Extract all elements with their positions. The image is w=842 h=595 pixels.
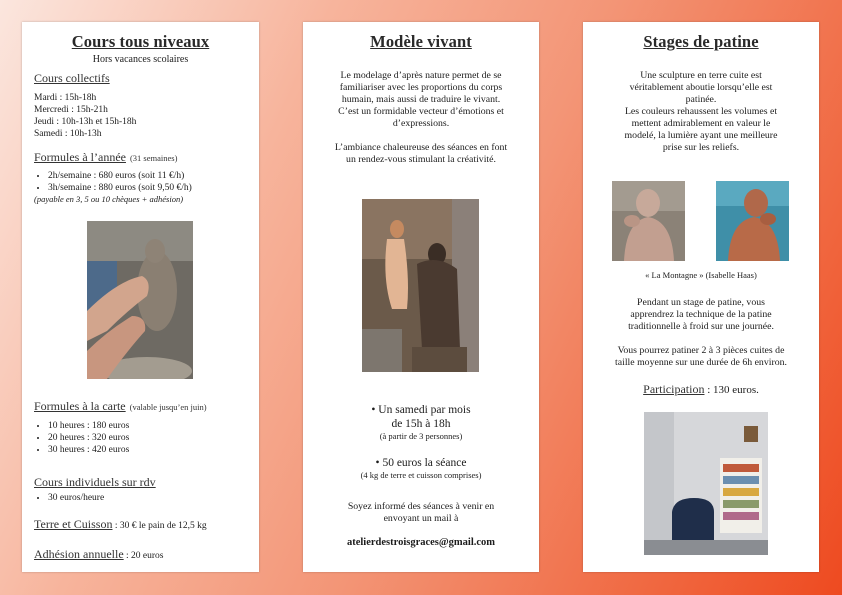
schedule-line: Mercredi : 15h-21h bbox=[34, 105, 108, 115]
price-info bbox=[315, 456, 527, 481]
text-line: Vous pourrez patiner 2 à 3 pièces cuites de bbox=[617, 345, 785, 356]
section-heading: Formules à l’année bbox=[34, 150, 126, 164]
formules-carte-section bbox=[34, 397, 251, 456]
text-line: véritablement aboutie lorsqu’elle est bbox=[629, 82, 773, 93]
payment-note: (payable en 3, 5 ou 10 chèques + adhésion) bbox=[34, 194, 184, 204]
text-line: envoyant un mail à bbox=[383, 513, 459, 524]
text-line: Une sculpture en terre cuite est bbox=[640, 70, 762, 81]
info-line: de 15h à 18h bbox=[391, 418, 451, 430]
panel-modele-vivant bbox=[303, 22, 539, 572]
schedule-line: Mardi : 15h-18h bbox=[34, 93, 97, 103]
list-item: • 30 heures : 420 euros bbox=[48, 444, 251, 456]
section-heading: Formules à la carte bbox=[34, 399, 126, 413]
life-model-photo bbox=[362, 199, 479, 372]
text-line: Pendant un stage de patine, vous bbox=[637, 297, 765, 308]
panel-title: Stages de patine bbox=[643, 32, 759, 51]
contact-text bbox=[315, 501, 527, 525]
panel-title: Modèle vivant bbox=[370, 32, 472, 51]
section-heading: Cours individuels sur rdv bbox=[34, 475, 156, 489]
info-line: Un samedi par mois bbox=[378, 404, 471, 416]
text-line: d’expressions. bbox=[392, 118, 450, 129]
text-line: humain, mais aussi de traduire le vivant. bbox=[341, 94, 501, 105]
text-line: taille moyenne sur une durée de 6h environ. bbox=[615, 357, 787, 368]
text-line: modelé, la lumière ayant une meilleure bbox=[624, 130, 778, 141]
text-line: Les couleurs rehaussent les volumes et bbox=[624, 106, 778, 117]
studio-photo bbox=[644, 412, 768, 555]
schedule-line: Jeudi : 10h-13h et 15h-18h bbox=[34, 117, 137, 127]
section-value: : 30 € le pain de 12,5 kg bbox=[112, 521, 207, 531]
info-note: (à partir de 3 personnes) bbox=[379, 431, 463, 441]
photo-caption: « La Montagne » (Isabelle Haas) bbox=[645, 270, 757, 280]
text-line: traditionnelle à froid sur une journée. bbox=[628, 321, 774, 332]
section-heading: Terre et Cuisson bbox=[34, 517, 113, 531]
list-item: • 2h/semaine : 680 euros (soit 11 €/h) bbox=[48, 170, 247, 182]
pieces-text bbox=[591, 345, 811, 369]
text-line: prise sur les reliefs. bbox=[662, 142, 740, 153]
terre-cuisson-section bbox=[34, 515, 255, 533]
list-item: • 10 heures : 180 euros bbox=[48, 420, 251, 432]
stage-text bbox=[595, 297, 807, 333]
ambiance-text bbox=[315, 142, 527, 166]
section-heading: Cours collectifs bbox=[34, 71, 110, 85]
contact-email[interactable]: atelierdestroisgraces@gmail.com bbox=[346, 537, 496, 548]
sculpture-photo-right bbox=[716, 181, 789, 261]
cours-collectifs-section bbox=[34, 71, 247, 140]
text-line: mettent admirablement en valeur le bbox=[631, 118, 771, 129]
text-line: familiariser avec les proportions du corps bbox=[339, 82, 503, 93]
formules-annee-section bbox=[34, 148, 247, 205]
list-item: • 20 heures : 320 euros bbox=[48, 432, 251, 444]
text-line: patinée. bbox=[685, 94, 717, 105]
list-item: • 30 euros/heure bbox=[48, 492, 251, 504]
info-note: (4 kg de terre et cuisson comprises) bbox=[360, 470, 482, 480]
adhesion-section bbox=[34, 545, 255, 563]
text-line: un rendez-vous stimulant la créativité. bbox=[346, 154, 496, 165]
participation-line bbox=[595, 380, 807, 398]
sculpting-hands-photo bbox=[87, 221, 193, 379]
section-heading: Adhésion annuelle bbox=[34, 547, 124, 561]
text-line: C’est un formidable vecteur d’émotions et bbox=[338, 106, 504, 117]
text-line: Le modelage d’après nature permet de se bbox=[340, 70, 502, 81]
section-value: : 130 euros. bbox=[704, 384, 759, 396]
section-note: (31 semaines) bbox=[129, 153, 178, 163]
panel-subtitle: Hors vacances scolaires bbox=[92, 54, 189, 65]
intro-text bbox=[595, 70, 807, 154]
section-heading: Participation bbox=[643, 382, 705, 396]
sculpture-photo-left bbox=[612, 181, 685, 261]
bullet-icon: • bbox=[375, 457, 380, 469]
section-note: (valable jusqu’en juin) bbox=[129, 402, 207, 412]
list-item: • 3h/semaine : 880 euros (soit 9,50 €/h) bbox=[48, 182, 247, 194]
schedule-info bbox=[315, 403, 527, 442]
panel-cours bbox=[22, 22, 259, 572]
info-line: 50 euros la séance bbox=[382, 457, 467, 469]
text-line: Soyez informé des séances à venir en bbox=[347, 501, 495, 512]
intro-text bbox=[315, 70, 527, 130]
text-line: apprendrez la technique de la patine bbox=[630, 309, 772, 320]
panel-stages-patine bbox=[583, 22, 819, 572]
section-value: : 20 euros bbox=[123, 551, 164, 561]
schedule-line: Samedi : 10h-13h bbox=[34, 129, 102, 139]
cours-individuels-section bbox=[34, 475, 251, 504]
panel-title: Cours tous niveaux bbox=[71, 32, 210, 51]
text-line: L’ambiance chaleureuse des séances en font bbox=[334, 142, 508, 153]
bullet-icon: • bbox=[371, 404, 376, 416]
